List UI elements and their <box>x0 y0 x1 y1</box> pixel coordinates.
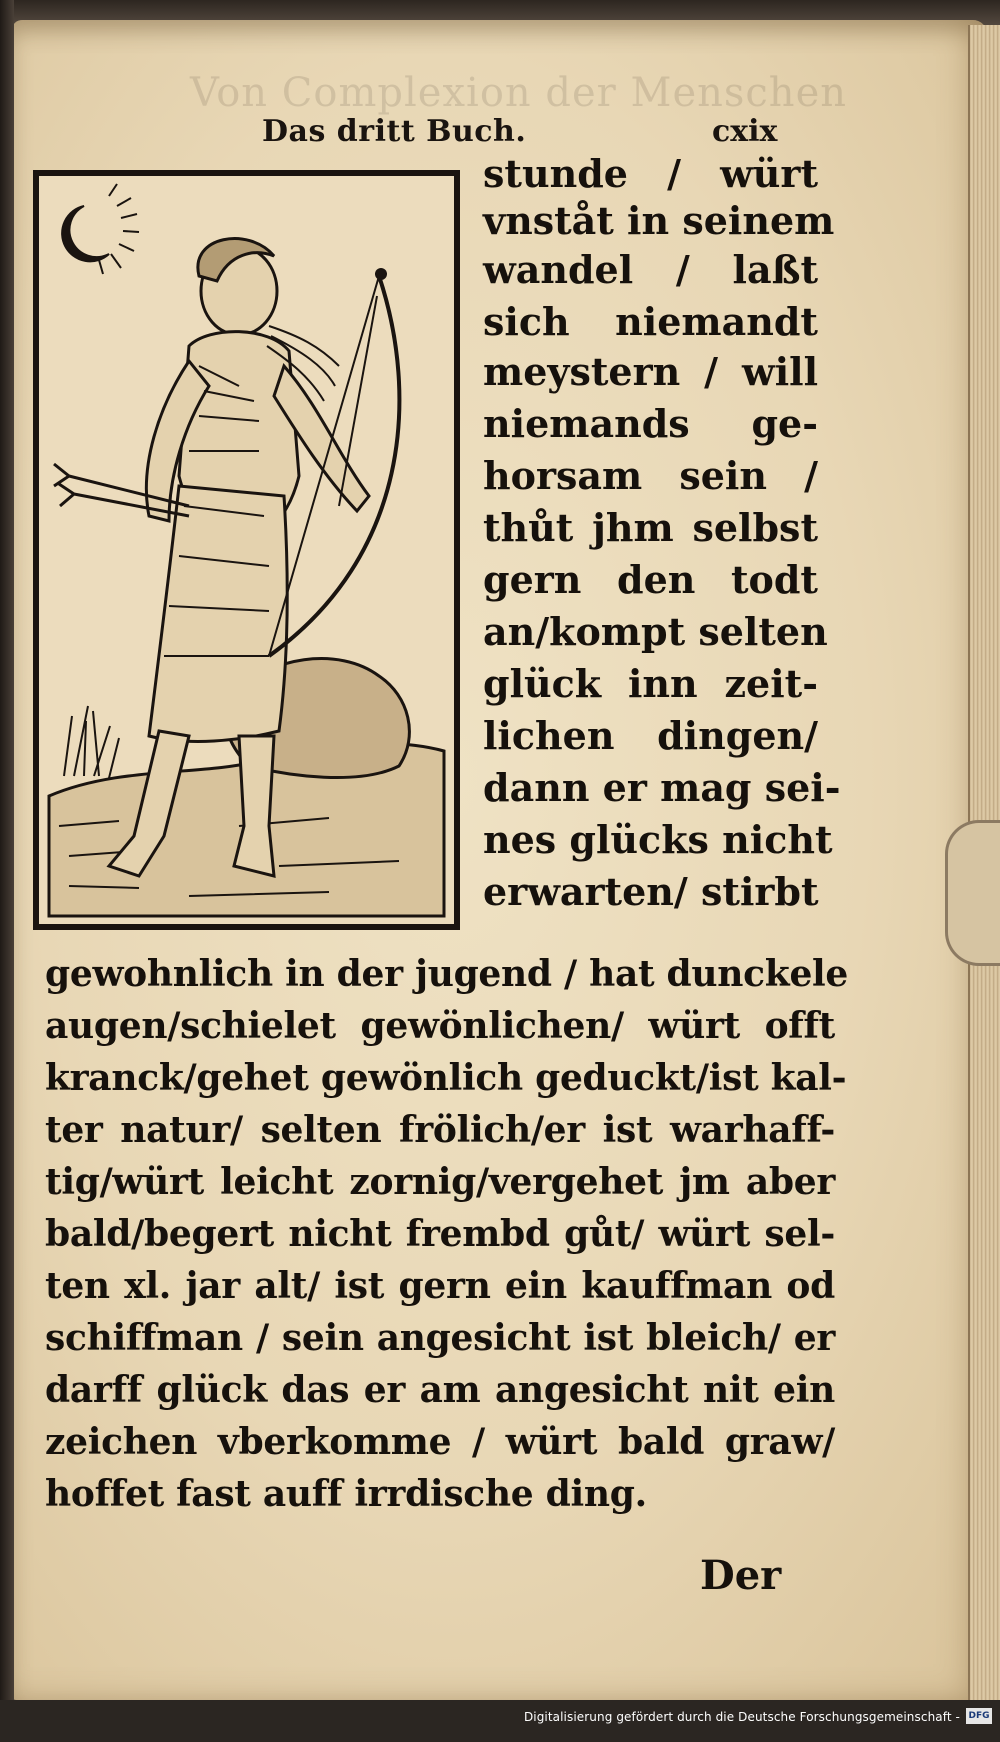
bookmark-tab <box>945 820 1000 966</box>
text-line: dann er mag sei- <box>483 765 841 810</box>
text-line: horsam sein / <box>483 453 818 498</box>
text-line: augen/schielet gewönlichen/ würt offt <box>45 1005 835 1047</box>
text-line: an/kompt selten <box>483 609 828 654</box>
woodcut-illustration <box>33 170 460 930</box>
text-line: thůt jhm selbst <box>483 505 818 550</box>
text-line: hoffet fast auff irrdische ding. <box>45 1473 647 1515</box>
text-line: meystern / will <box>483 349 818 394</box>
text-line: vnståt in seinem <box>483 198 835 243</box>
text-line: ter natur/ selten frölich/er ist warhaff- <box>45 1109 835 1151</box>
text-line: glück inn zeit- <box>483 661 818 706</box>
text-line: gewohnlich in der jugend / hat dunckele <box>45 953 849 995</box>
bleed-through-text: Von Complexion der Menschen <box>190 70 847 116</box>
text-line: gern den todt <box>483 557 818 602</box>
text-line: wandel / laßt <box>483 247 818 292</box>
digitization-credit: Digitalisierung gefördert durch die Deutsche Forschungsgemeinschaft - <box>523 1710 960 1724</box>
text-line: erwarten/ stirbt <box>483 869 819 914</box>
woodcut-archer-figure <box>39 176 454 924</box>
dfg-logo: DFG <box>966 1708 992 1724</box>
text-line: kranck/gehet gewönlich geduckt/ist kal- <box>45 1057 847 1099</box>
text-line: sich niemandt <box>483 299 818 344</box>
text-line: tig/würt leicht zornig/vergehet jm aber <box>45 1161 835 1203</box>
text-line: ten xl. jar alt/ ist gern ein kauffman od <box>45 1265 835 1307</box>
text-line: nes glücks nicht <box>483 817 833 862</box>
text-line: zeichen vberkomme / würt bald graw/ <box>45 1421 835 1463</box>
text-line: niemands ge- <box>483 401 818 446</box>
text-line: darff glück das er am angesicht nit ein <box>45 1369 835 1411</box>
text-line: schiffman / sein angesicht ist bleich/ er <box>45 1317 835 1359</box>
catchword: Der <box>700 1552 782 1599</box>
folio-number: cxix <box>712 114 778 149</box>
gutter-edge <box>0 0 14 1742</box>
text-line: stunde / würt <box>483 151 818 196</box>
text-line: lichen dingen/ <box>483 713 818 758</box>
running-head: Das dritt Buch. <box>262 114 527 149</box>
text-line: bald/begert nicht frembd gůt/ würt sel- <box>45 1213 835 1255</box>
